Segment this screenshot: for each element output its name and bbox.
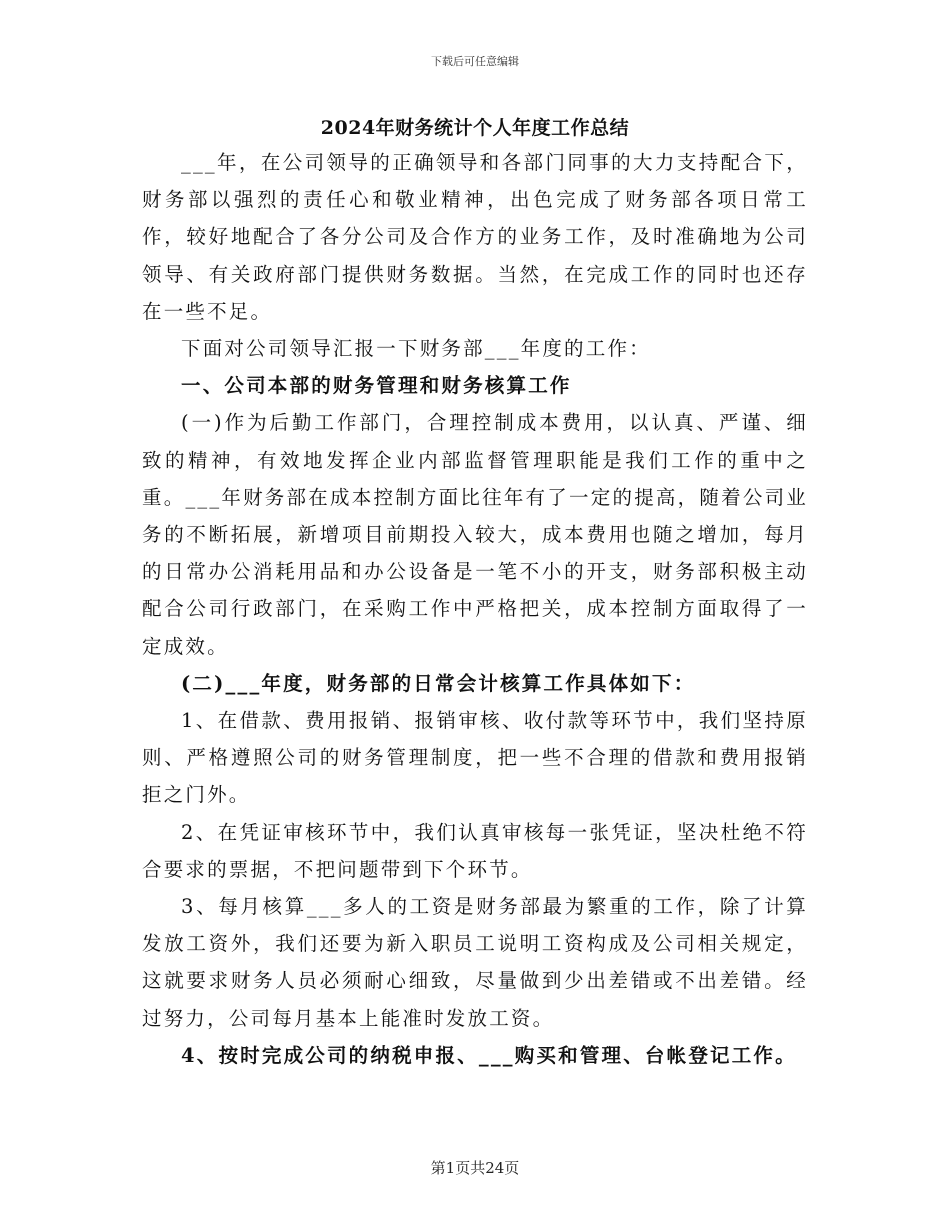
paragraph-intro: ___年，在公司领导的正确领导和各部门同事的大力支持配合下，财务部以强烈的责任心和敬业精神，出色完成了财务部各项日常工作，较好地配合了各分公司及合作方的业务工作，及时准确地为公司领导、有关政府部门提供财务数据。当然，在完成工作的同时也还存在一些不足。 — [142, 151, 808, 323]
list-item-1: 1、在借款、费用报销、报销审核、收付款等环节中，我们坚持原则、严格遵照公司的财务管理制度，把一些不合理的借款和费用报销拒之门外。 — [142, 709, 808, 807]
page-number: 第1页共24页 — [430, 1159, 520, 1177]
paragraph-cost-control: (一)作为后勤工作部门，合理控制成本费用，以认真、严谨、细致的精神，有效地发挥企业内部监督管理职能是我们工作的重中之重。___年财务部在成本控制方面比往年有了一定的提高，随着公司业务的不断拓展，新增项目前期投入较大，成本费用也随之增加，每月的日常办公消耗用品和办公设备是一笔不小的开支，财务部积极主动配合公司行政部门，在采购工作中严格把关，成本控制方面取得了一定成效。 — [142, 411, 809, 658]
header-note: 下载后可任意编辑 — [431, 55, 519, 68]
list-item-4: 4、按时完成公司的纳税申报、___购买和管理、台帐登记工作。 — [181, 1043, 797, 1067]
list-item-3: 3、每月核算___多人的工资是财务部最为繁重的工作，除了计算发放工资外，我们还要为新入职员工说明工资构成及公司相关规定，这就要求财务人员必须耐心细致，尽量做到少出差错或不出差错。经过努力，公司每月基本上能准时发放工资。 — [142, 895, 808, 1030]
paragraph-report-lead: 下面对公司领导汇报一下财务部___年度的工作： — [181, 337, 651, 361]
document-title: 2024年财务统计个人年度工作总结 — [320, 117, 630, 139]
list-item-2: 2、在凭证审核环节中，我们认真审核每一张凭证，坚决杜绝不符合要求的票据，不把问题带到下个环节。 — [142, 820, 808, 881]
document-body — [142, 144, 808, 1074]
section-heading-1: 一、公司本部的财务管理和财务核算工作 — [181, 374, 572, 398]
subsection-heading-2: (二)___年度，财务部的日常会计核算工作具体如下： — [181, 671, 696, 695]
